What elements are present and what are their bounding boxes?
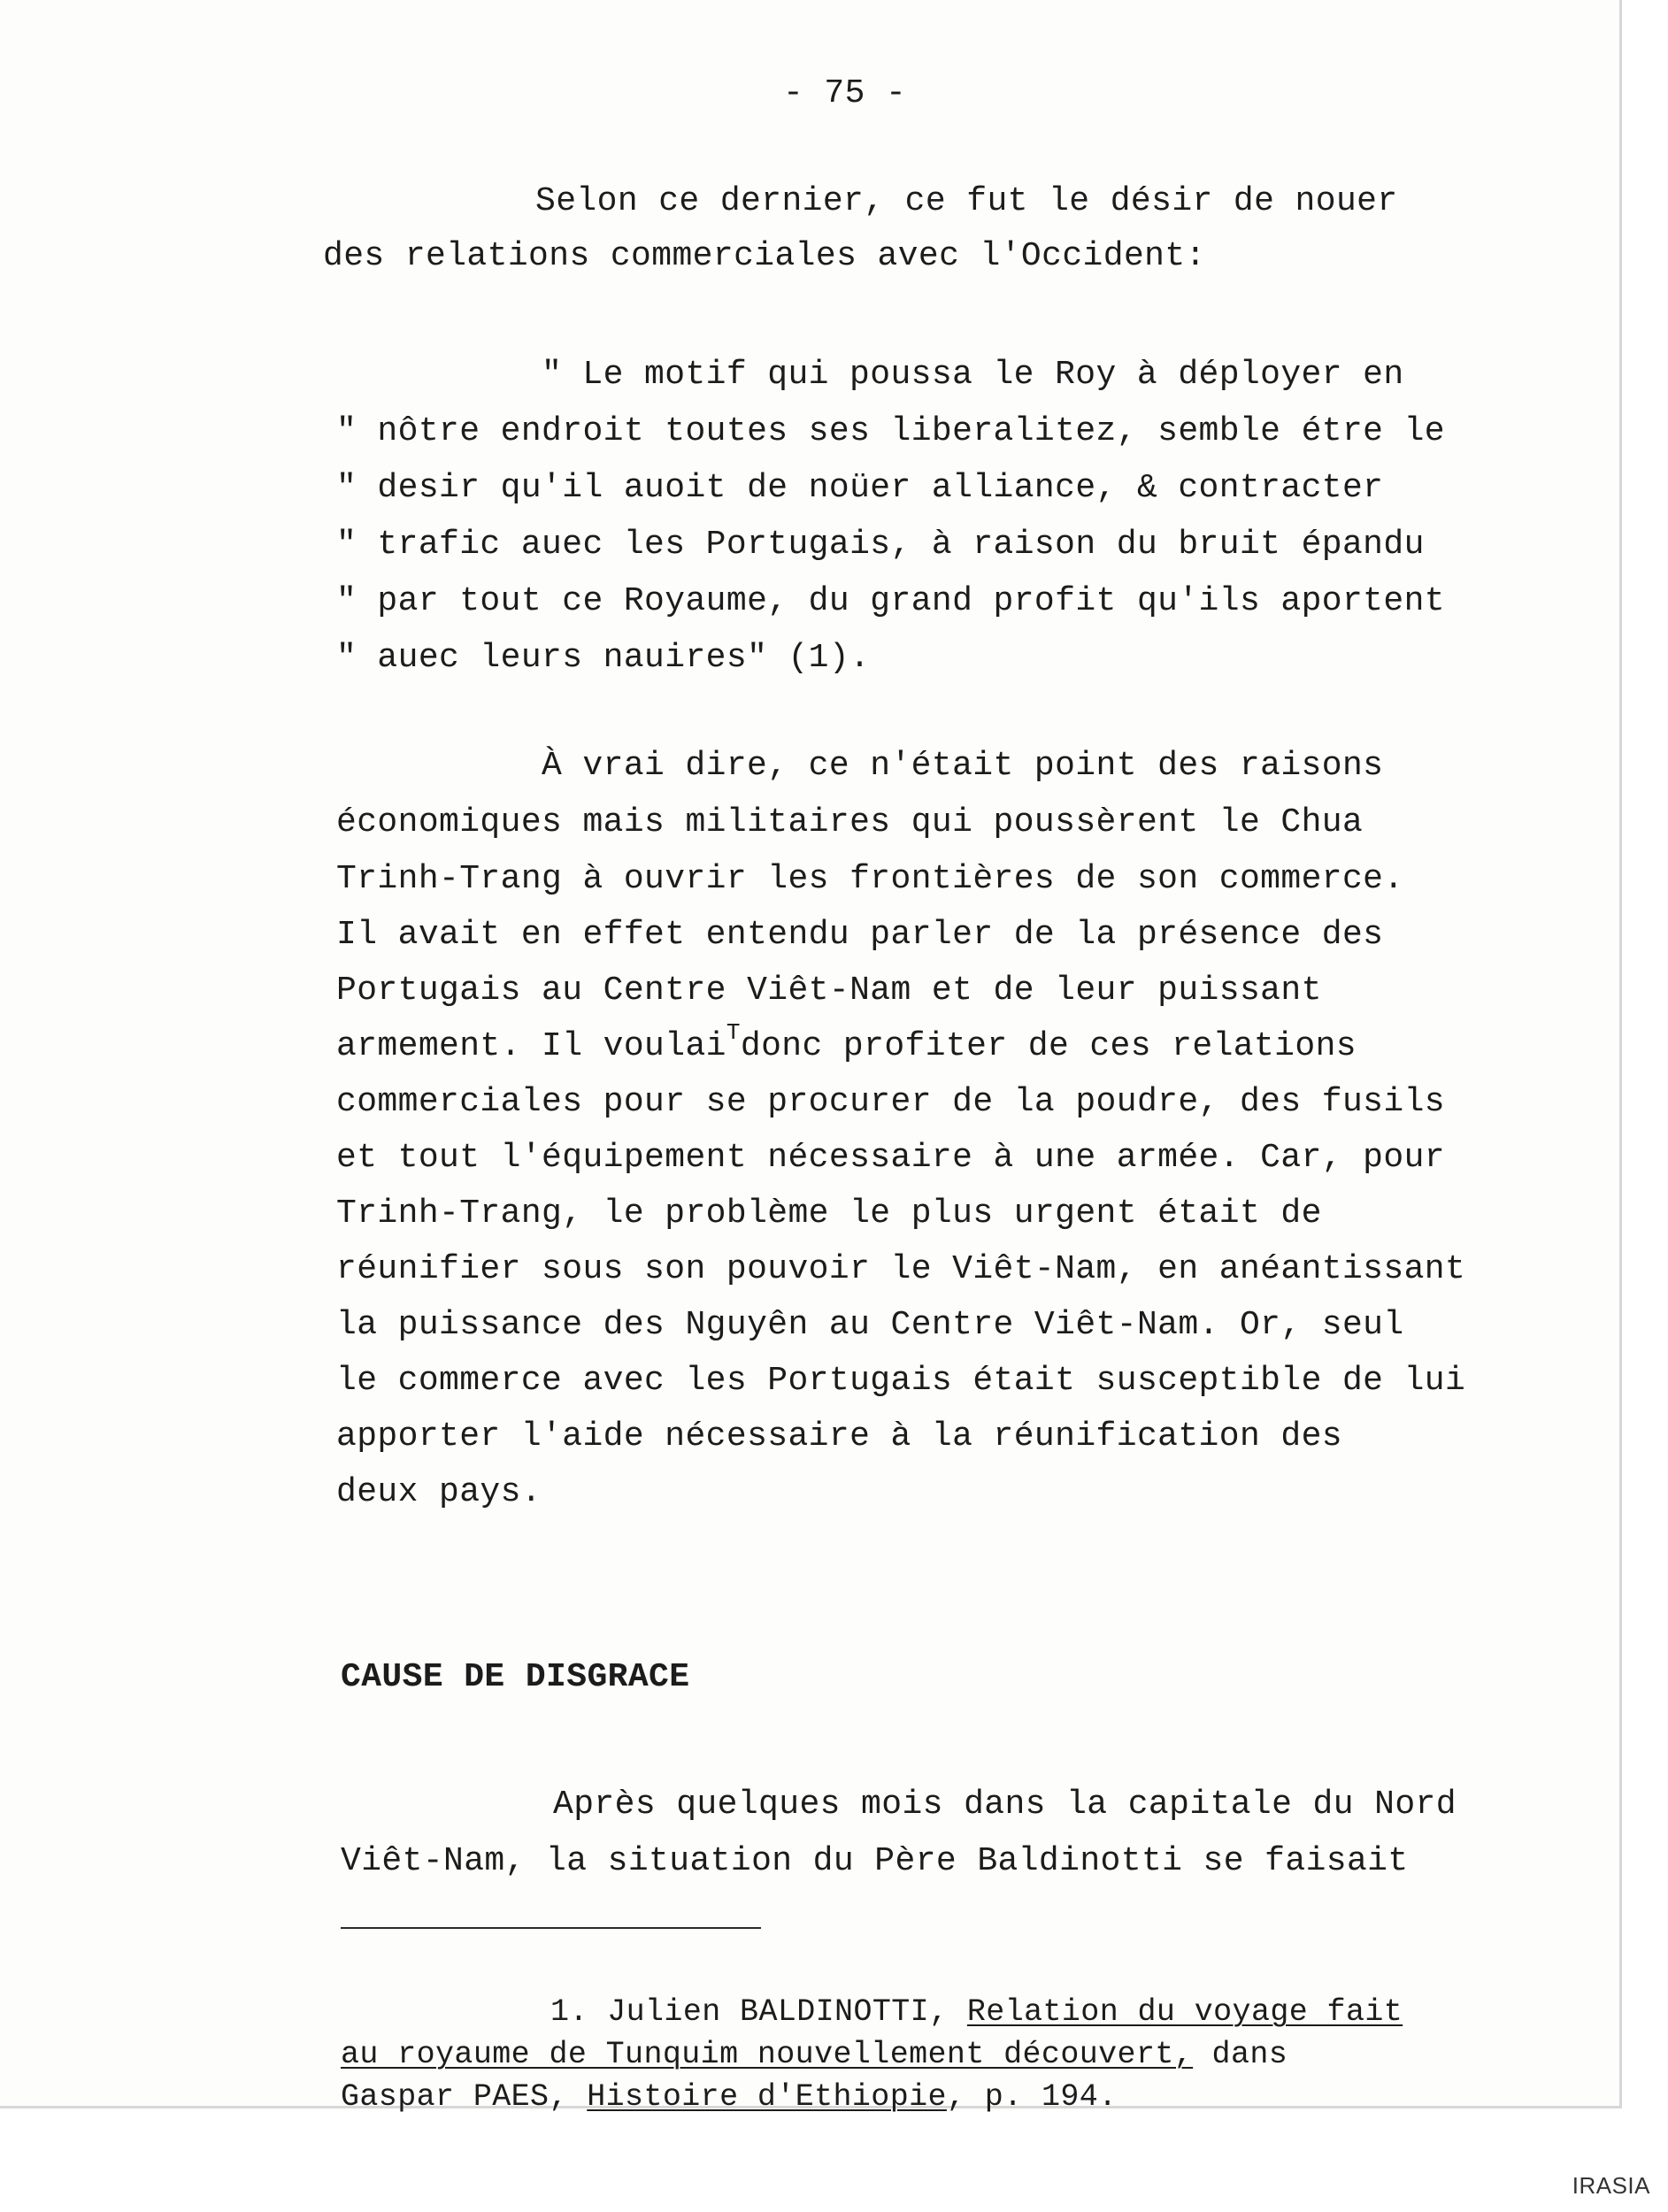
paragraph-2-line-8: et tout l'équipement nécessaire à une armée. Car, pour [336, 1139, 1445, 1177]
footnote-page-ref: , p. 194. [946, 2079, 1118, 2115]
paragraph-2-line-10: réunifier sous son pouvoir le Viêt-Nam, en anéantissant [336, 1250, 1466, 1288]
quote-line-2: " nôtre endroit toutes ses liberalitez, semble étre le [336, 412, 1445, 450]
quote-line-6: " auec leurs nauires" (1). [336, 639, 871, 677]
paragraph-3-line-2: Viêt-Nam, la situation du Père Baldinotti se faisait [341, 1842, 1409, 1880]
footnote-source-title: Histoire d'Ethiopie [587, 2079, 947, 2115]
footnote-title-part-2: au royaume de Tunquim nouvellement découvert, [341, 2037, 1194, 2072]
paragraph-2-line-5: Portugais au Centre Viêt-Nam et de leur puissant [336, 972, 1322, 1010]
footnote-line-2 [341, 2037, 1288, 2072]
page-number: - 75 - [783, 74, 907, 112]
paragraph-2-line-14: deux pays. [336, 1473, 542, 1511]
paragraph-1-line-1: Selon ce dernier, ce fut le désir de nouer [535, 182, 1398, 220]
quote-line-1: " Le motif qui poussa le Roy à déployer en [542, 356, 1404, 394]
paragraph-2-line-12: le commerce avec les Portugais était susceptible de lui [336, 1362, 1466, 1400]
paragraph-2-line-6-end: donc profiter de ces relations [740, 1027, 1357, 1065]
paragraph-1-line-2: des relations commerciales avec l'Occident: [323, 237, 1206, 275]
quote-line-5: " par tout ce Royaume, du grand profit qu'ils aportent [336, 582, 1445, 620]
footnote-line-1 [550, 1994, 1403, 2030]
quote-line-3: " desir qu'il auoit de noüer alliance, & contracter [336, 469, 1384, 507]
footnote-separator [341, 1927, 761, 1929]
paragraph-2-line-1: À vrai dire, ce n'était point des raisons [542, 747, 1384, 785]
footnote-author: Julien BALDINOTTI, [607, 1994, 967, 2030]
paragraph-2-line-6-start: armement. Il voulai [336, 1027, 726, 1065]
handwritten-insertion: T [726, 1019, 741, 1046]
paragraph-2-line-3: Trinh-Trang à ouvrir les frontières de son commerce. [336, 860, 1404, 898]
section-heading: CAUSE DE DISGRACE [341, 1658, 690, 1696]
paragraph-2-line-2: économiques mais militaires qui poussèrent le Chua [336, 803, 1364, 841]
paragraph-2-line-7: commerciales pour se procurer de la poudre, des fusils [336, 1083, 1445, 1121]
footnote-after-title: dans [1193, 2037, 1288, 2072]
watermark-label: IRASIA [1572, 2172, 1650, 2199]
quote-line-4: " trafic auec les Portugais, à raison du bruit épandu [336, 526, 1425, 564]
paragraph-2-line-6 [336, 1019, 1357, 1068]
footnote-title-part-1: Relation du voyage fait [966, 1994, 1403, 2030]
footnote-line-3 [341, 2079, 1118, 2115]
paragraph-3-line-1: Après quelques mois dans la capitale du Nord [553, 1786, 1457, 1824]
footnote-source-prefix: Gaspar PAES, [341, 2079, 588, 2115]
paragraph-2-line-11: la puissance des Nguyên au Centre Viêt-Nam. Or, seul [336, 1306, 1404, 1344]
paragraph-2-line-13: apporter l'aide nécessaire à la réunification des [336, 1417, 1342, 1455]
paragraph-2-line-9: Trinh-Trang, le problème le plus urgent était de [336, 1194, 1322, 1233]
paragraph-2-line-4: Il avait en effet entendu parler de la présence des [336, 916, 1384, 954]
footnote-number: 1. [550, 1994, 608, 2030]
